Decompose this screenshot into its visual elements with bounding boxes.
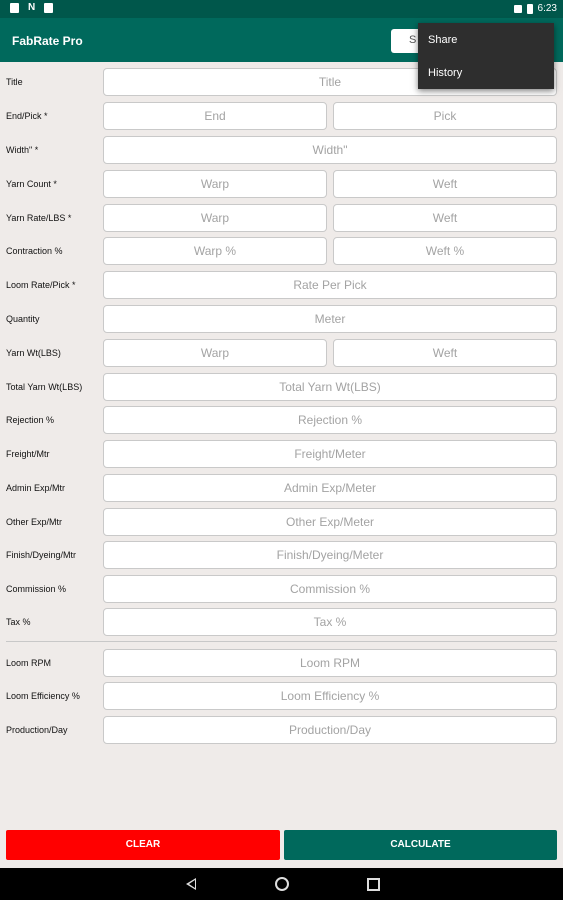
yarn-wt-warp-input[interactable]: Warp xyxy=(103,339,327,367)
production-day-input[interactable]: Production/Day xyxy=(103,716,557,744)
row-loom-rpm xyxy=(0,649,563,679)
back-icon[interactable] xyxy=(186,878,196,890)
yarn-wt-weft-input[interactable]: Weft xyxy=(333,339,557,367)
calculate-button[interactable]: CALCULATE xyxy=(284,830,557,860)
row-label: Production/Day xyxy=(6,725,68,735)
signal-icon xyxy=(514,5,522,13)
section-divider xyxy=(6,641,557,642)
yarn-rate-weft-input[interactable]: Weft xyxy=(333,204,557,232)
row-label: Finish/Dyeing/Mtr xyxy=(6,550,77,560)
gallery-icon xyxy=(10,3,19,13)
row-tax xyxy=(0,608,563,638)
row-label: Yarn Rate/LBS * xyxy=(6,213,72,223)
row-label: Loom Efficiency % xyxy=(6,691,80,701)
home-icon[interactable] xyxy=(275,877,289,891)
row-label: Contraction % xyxy=(6,246,63,256)
row-label: Freight/Mtr xyxy=(6,449,50,459)
yarn-count-warp-input[interactable]: Warp xyxy=(103,170,327,198)
row-admin-exp xyxy=(0,474,563,504)
row-width xyxy=(0,136,563,166)
row-rejection xyxy=(0,406,563,436)
row-label: End/Pick * xyxy=(6,111,48,121)
row-label: Loom RPM xyxy=(6,658,52,668)
status-bar xyxy=(0,0,563,18)
contraction-warp-input[interactable]: Warp % xyxy=(103,237,327,265)
row-label: Tax % xyxy=(6,617,31,627)
row-total-yarn-wt xyxy=(0,373,563,403)
row-label: Total Yarn Wt(LBS) xyxy=(6,382,83,392)
loom-rpm-input[interactable]: Loom RPM xyxy=(103,649,557,677)
row-other-exp xyxy=(0,508,563,538)
row-loom-rate xyxy=(0,271,563,301)
admin-exp-input[interactable]: Admin Exp/Meter xyxy=(103,474,557,502)
rejection-input[interactable]: Rejection % xyxy=(103,406,557,434)
row-freight xyxy=(0,440,563,470)
row-production-day xyxy=(0,716,563,746)
freight-input[interactable]: Freight/Meter xyxy=(103,440,557,468)
yarn-rate-warp-input[interactable]: Warp xyxy=(103,204,327,232)
square-icon xyxy=(44,3,53,13)
row-label: Yarn Count * xyxy=(6,179,57,189)
clock: 6:23 xyxy=(537,3,557,14)
row-yarn-count xyxy=(0,170,563,200)
row-label: Other Exp/Mtr xyxy=(6,517,63,527)
tax-input[interactable]: Tax % xyxy=(103,608,557,636)
app-title: FabRate Pro xyxy=(12,34,83,48)
recents-icon[interactable] xyxy=(367,878,380,891)
search-box[interactable]: S xyxy=(391,29,431,53)
clear-button[interactable]: CLEAR xyxy=(6,830,280,860)
menu-item-history[interactable]: History xyxy=(428,67,463,79)
title-input[interactable]: Title xyxy=(103,68,557,96)
row-label: Loom Rate/Pick * xyxy=(6,280,76,290)
loom-rate-input[interactable]: Rate Per Pick xyxy=(103,271,557,299)
commission-input[interactable]: Commission % xyxy=(103,575,557,603)
overflow-menu xyxy=(418,23,554,89)
row-contraction xyxy=(0,237,563,267)
row-end-pick xyxy=(0,102,563,132)
row-label: Commission % xyxy=(6,584,67,594)
quantity-input[interactable]: Meter xyxy=(103,305,557,333)
other-exp-input[interactable]: Other Exp/Meter xyxy=(103,508,557,536)
yarn-count-weft-input[interactable]: Weft xyxy=(333,170,557,198)
row-label: Quantity xyxy=(6,314,40,324)
menu-item-share[interactable]: Share xyxy=(428,34,458,46)
row-quantity xyxy=(0,305,563,335)
end-input[interactable]: End xyxy=(103,102,327,130)
contraction-weft-input[interactable]: Weft % xyxy=(333,237,557,265)
battery-icon xyxy=(527,4,533,14)
row-commission xyxy=(0,575,563,605)
row-yarn-rate xyxy=(0,204,563,234)
n-icon: N xyxy=(28,2,36,13)
pick-input[interactable]: Pick xyxy=(333,102,557,130)
row-label: Title xyxy=(6,77,23,87)
row-label: Admin Exp/Mtr xyxy=(6,483,66,493)
total-yarn-wt-input[interactable]: Total Yarn Wt(LBS) xyxy=(103,373,557,401)
finish-dyeing-input[interactable]: Finish/Dyeing/Meter xyxy=(103,541,557,569)
row-label: Width" * xyxy=(6,145,39,155)
row-finish-dyeing xyxy=(0,541,563,571)
width-input[interactable]: Width" xyxy=(103,136,557,164)
row-label: Rejection % xyxy=(6,415,55,425)
row-loom-efficiency xyxy=(0,682,563,712)
loom-efficiency-input[interactable]: Loom Efficiency % xyxy=(103,682,557,710)
row-label: Yarn Wt(LBS) xyxy=(6,348,61,358)
system-nav-bar xyxy=(0,868,563,900)
row-yarn-wt xyxy=(0,339,563,369)
